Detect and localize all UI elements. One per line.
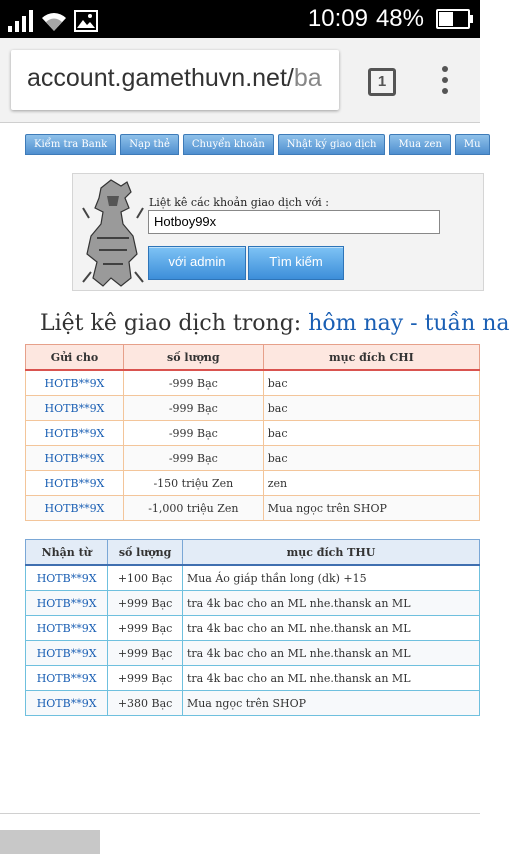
- tab-switcher-button[interactable]: 1: [368, 68, 396, 96]
- url-text: account.gamethuvn.net/: [27, 64, 294, 92]
- sender-link[interactable]: HOTB**9X: [26, 616, 108, 641]
- search-panel: [72, 173, 484, 291]
- table-row: [26, 471, 480, 496]
- table-row: [26, 641, 480, 666]
- amount-cell: -150 triệu Zen: [123, 471, 263, 496]
- battery-icon: [436, 9, 470, 29]
- recipient-link[interactable]: HOTB**9X: [26, 496, 124, 521]
- amount-cell: +100 Bạc: [108, 565, 183, 591]
- income-table: [25, 539, 480, 716]
- tab-nhat-ky-giao-dich[interactable]: Nhật ký giao dịch: [278, 134, 386, 155]
- sender-link[interactable]: HOTB**9X: [26, 565, 108, 591]
- table-row: [26, 396, 480, 421]
- amount-cell: -999 Bạc: [123, 446, 263, 471]
- wifi-icon: [40, 10, 68, 32]
- purpose-cell: Mua ngọc trên SHOP: [263, 496, 479, 521]
- purpose-cell: bac: [263, 396, 479, 421]
- sender-link[interactable]: HOTB**9X: [26, 641, 108, 666]
- status-bar: [0, 0, 480, 38]
- url-text-truncated: ba: [293, 64, 322, 92]
- horizontal-scrollbar[interactable]: [0, 830, 100, 854]
- table-row: [26, 565, 480, 591]
- table-row: [26, 421, 480, 446]
- address-bar[interactable]: [11, 50, 339, 110]
- clock: 10:09: [307, 5, 368, 32]
- amount-cell: +380 Bạc: [108, 691, 183, 716]
- amount-cell: +999 Bạc: [108, 641, 183, 666]
- divider: [0, 813, 480, 814]
- title-separator: -: [403, 311, 425, 336]
- recipient-link[interactable]: HOTB**9X: [26, 396, 124, 421]
- overflow-menu-icon[interactable]: [440, 66, 450, 96]
- recipient-link[interactable]: HOTB**9X: [26, 421, 124, 446]
- amount-cell: +999 Bạc: [108, 591, 183, 616]
- search-button[interactable]: Tìm kiếm: [248, 246, 344, 280]
- table-row: [26, 616, 480, 641]
- table-row: [26, 446, 480, 471]
- amount-cell: -999 Bạc: [123, 370, 263, 396]
- purpose-cell: tra 4k bac cho an ML nhe.thansk an ML: [182, 666, 479, 691]
- column-header: Nhận từ: [26, 540, 108, 566]
- table-header-row: [26, 345, 480, 371]
- amount-cell: +999 Bạc: [108, 666, 183, 691]
- purpose-cell: bac: [263, 370, 479, 396]
- tab-kiem-tra-bank[interactable]: Kiểm tra Bank: [25, 134, 116, 155]
- search-label: Liệt kê các khoản giao dịch với :: [149, 196, 329, 209]
- status-icons: [8, 6, 98, 32]
- recipient-link[interactable]: HOTB**9X: [26, 370, 124, 396]
- sender-link[interactable]: HOTB**9X: [26, 666, 108, 691]
- purpose-cell: Mua ngọc trên SHOP: [182, 691, 479, 716]
- character-avatar-icon: [81, 178, 145, 288]
- link-week[interactable]: tuần na: [424, 311, 510, 336]
- nav-tabs: [25, 134, 490, 155]
- column-header: mục đích CHI: [263, 345, 479, 371]
- sender-link[interactable]: HOTB**9X: [26, 691, 108, 716]
- table-row: [26, 591, 480, 616]
- column-header: mục đích THU: [182, 540, 479, 566]
- recipient-link[interactable]: HOTB**9X: [26, 446, 124, 471]
- column-header: Gửi cho: [26, 345, 124, 371]
- tab-mu[interactable]: Mu: [455, 134, 490, 155]
- web-page: [0, 123, 510, 854]
- page-title: [40, 311, 510, 336]
- amount-cell: -1,000 triệu Zen: [123, 496, 263, 521]
- table-row: [26, 691, 480, 716]
- battery-percent: 48%: [375, 5, 424, 32]
- image-icon: [74, 10, 98, 32]
- tab-nap-the[interactable]: Nạp thẻ: [120, 134, 179, 155]
- amount-cell: +999 Bạc: [108, 616, 183, 641]
- column-header: số lượng: [108, 540, 183, 566]
- purpose-cell: Mua Áo giáp thần long (dk) +15: [182, 565, 479, 591]
- purpose-cell: bac: [263, 446, 479, 471]
- title-prefix: Liệt kê giao dịch trong:: [40, 311, 309, 336]
- signal-icon: [8, 10, 34, 32]
- purpose-cell: tra 4k bac cho an ML nhe.thansk an ML: [182, 616, 479, 641]
- purpose-cell: tra 4k bac cho an ML nhe.thansk an ML: [182, 591, 479, 616]
- purpose-cell: bac: [263, 421, 479, 446]
- battery-fill: [439, 12, 453, 26]
- table-header-row: [26, 540, 480, 566]
- spend-table: [25, 344, 480, 521]
- search-input[interactable]: Hotboy99x: [148, 210, 440, 234]
- table-row: [26, 496, 480, 521]
- table-row: [26, 666, 480, 691]
- sender-link[interactable]: HOTB**9X: [26, 591, 108, 616]
- purpose-cell: zen: [263, 471, 479, 496]
- tab-chuyen-khoan[interactable]: Chuyển khoản: [183, 134, 274, 155]
- table-row: [26, 370, 480, 396]
- amount-cell: -999 Bạc: [123, 396, 263, 421]
- amount-cell: -999 Bạc: [123, 421, 263, 446]
- link-today[interactable]: hôm nay: [308, 311, 404, 336]
- recipient-link[interactable]: HOTB**9X: [26, 471, 124, 496]
- tab-mua-zen[interactable]: Mua zen: [389, 134, 450, 155]
- purpose-cell: tra 4k bac cho an ML nhe.thansk an ML: [182, 641, 479, 666]
- column-header: số lượng: [123, 345, 263, 371]
- with-admin-button[interactable]: với admin: [148, 246, 246, 280]
- browser-toolbar: [0, 38, 480, 123]
